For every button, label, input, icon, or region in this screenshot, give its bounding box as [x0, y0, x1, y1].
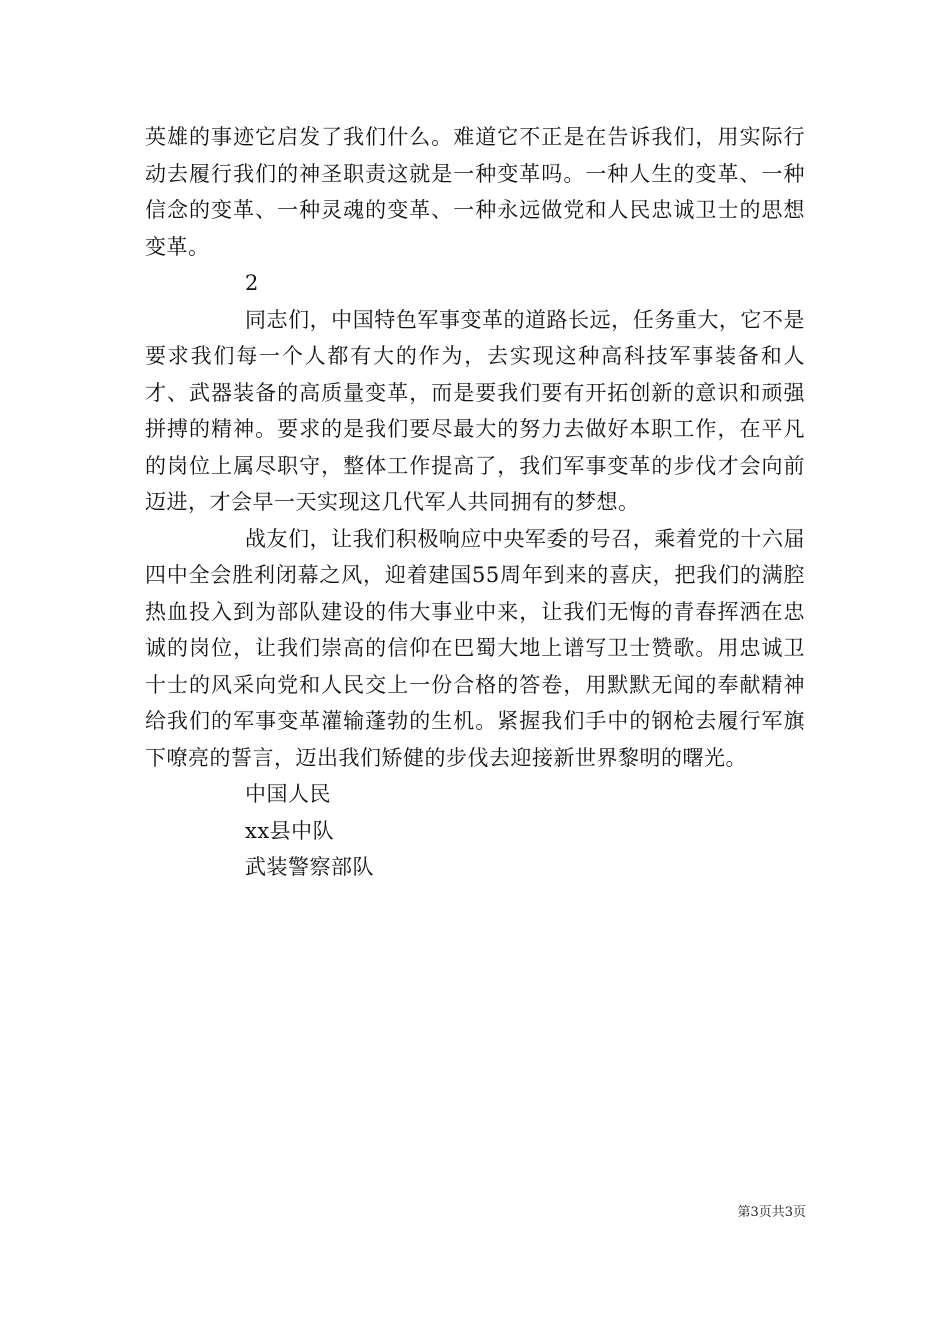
signature-line-2: xx县中队 — [245, 818, 335, 843]
paragraph-comrades: 同志们，中国特色军事变革的道路长远，任务重大，它不是要求我们每一个人都有大的作为，去实现这种高科技军事装备和人才、武器装备的高质量变革，而是要我们要有开拓创新的意识和顽强拼搏的精神。要求的是我们要尽最大的努力去做好本职工作，在平凡的岗位上属尽职守，整体工作提高了，我们军事变革的步伐才会向前迈进，才会早一天实现这几代军人共同拥有的梦想。 — [145, 307, 805, 514]
signature-line-3: 武装警察部队 — [245, 855, 374, 879]
signature-block — [145, 776, 805, 886]
paragraph-fellow-soldiers: 战友们，让我们积极响应中央军委的号召，乘着党的十六届四中全会胜利闭幕之风，迎着建国55周年到来的喜庆，把我们的满腔热血投入到为部队建设的伟大事业中来，让我们无悔的青春挥洒在忠诚的岗位，让我们崇高的信仰在巴蜀大地上谱写卫士赞歌。用忠诚卫十士的风采向党和人民交上一份合格的答卷，用默默无闻的奉献精神给我们的军事变革灌输蓬勃的生机。紧握我们手中的钢枪去履行军旗下嘹亮的誓言，迈出我们矫健的步伐去迎接新世界黎明的曙光。 — [145, 526, 805, 770]
page-number-footer: 第3页共3页 — [737, 1205, 806, 1220]
paragraph-continuation: 英雄的事迹它启发了我们什么。难道它不正是在告诉我们，用实际行动去履行我们的神圣职责这就是一种变革吗。一种人生的变革、一种信念的变革、一种灵魂的变革、一种永远做党和人民忠诚卫士的思想变革。 — [145, 125, 805, 259]
document-body — [145, 119, 805, 886]
paragraph-number: 2 — [245, 271, 259, 295]
signature-line-1: 中国人民 — [245, 782, 331, 806]
